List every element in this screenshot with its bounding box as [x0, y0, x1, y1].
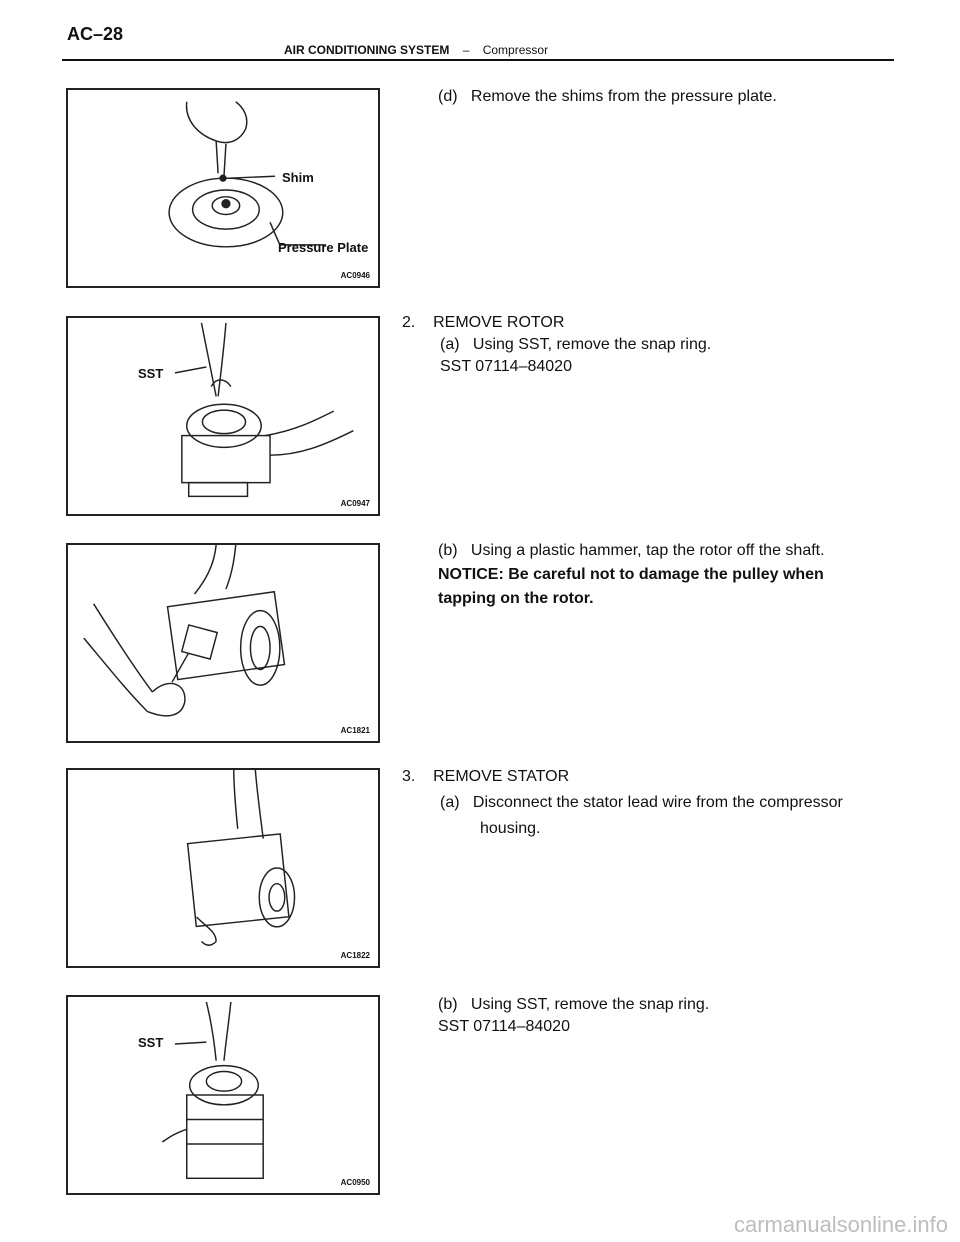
- illustration-compressor-sst-2: [68, 997, 378, 1193]
- figure-plastic-hammer: [66, 543, 380, 743]
- notice-line-1: NOTICE: Be careful not to damage the pulley when: [438, 566, 824, 583]
- illustration-stator: [68, 770, 378, 966]
- notice-line-2: tapping on the rotor.: [438, 590, 594, 607]
- header-rule: [62, 59, 894, 61]
- figure-code: AC0950: [340, 1178, 370, 1187]
- step-2a-text: (a) Using SST, remove the snap ring.: [440, 336, 712, 353]
- subsection-title: Compressor: [482, 43, 549, 57]
- step-2a-sst: SST 07114–84020: [440, 358, 572, 375]
- step-1d-text: (d) Remove the shims from the pressure plate.: [438, 88, 777, 105]
- figure-stator-lead-wire: [66, 768, 380, 968]
- figure-code: AC1822: [340, 951, 370, 960]
- watermark: carmanualsonline.info: [733, 1212, 948, 1237]
- illustration-hammer-rotor: [68, 545, 378, 741]
- callout-sst: SST: [138, 1035, 164, 1050]
- section-title: AIR CONDITIONING SYSTEM: [284, 43, 450, 57]
- figure-sst-snap-ring-stator: [66, 995, 380, 1195]
- step-3b-text: (b) Using SST, remove the snap ring.: [438, 996, 710, 1013]
- illustration-pressure-plate: [68, 90, 378, 286]
- callout-sst: SST: [138, 366, 164, 381]
- callout-shim: Shim: [282, 170, 314, 185]
- step-2-heading: 2. REMOVE ROTOR: [402, 314, 565, 331]
- figure-sst-snap-ring-rotor: [66, 316, 380, 516]
- page-number: AC–28: [67, 24, 124, 44]
- header-separator: –: [462, 43, 470, 57]
- figure-code: AC0947: [340, 499, 370, 508]
- illustration-compressor-sst: [68, 318, 378, 514]
- header-title: [284, 43, 548, 57]
- step-3-heading: 3. REMOVE STATOR: [402, 768, 570, 785]
- step-3b-sst: SST 07114–84020: [438, 1018, 570, 1035]
- figure-code: AC0946: [340, 271, 370, 280]
- figure-code: AC1821: [340, 726, 370, 735]
- step-3a-text-cont: housing.: [480, 820, 541, 837]
- figure-shim-pressure-plate: [66, 88, 380, 288]
- step-2b-text: (b) Using a plastic hammer, tap the rotor off the shaft.: [438, 542, 825, 559]
- step-3a-text: (a) Disconnect the stator lead wire from the compressor: [440, 794, 843, 811]
- callout-pressure-plate: Pressure Plate: [278, 240, 369, 255]
